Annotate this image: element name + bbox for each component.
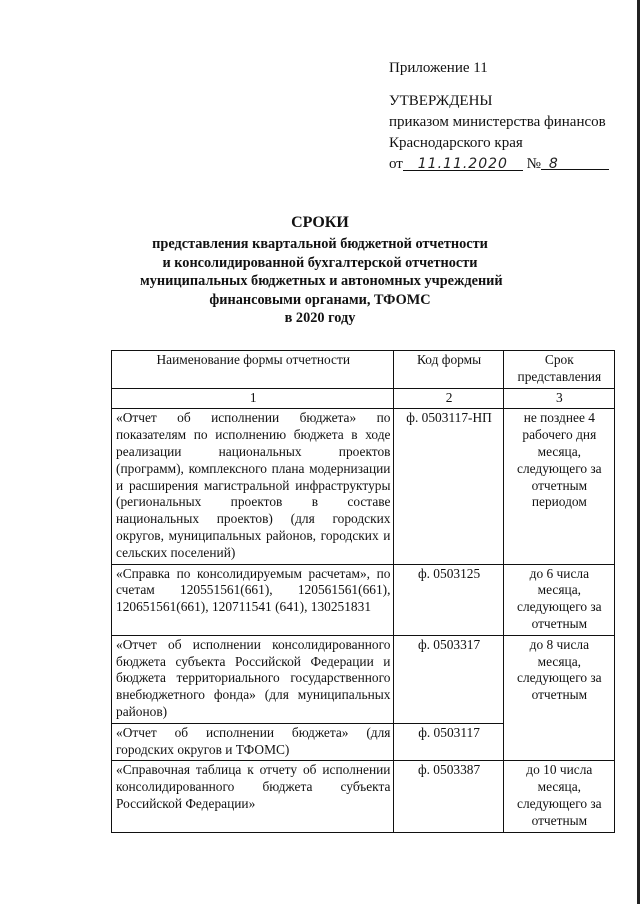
document-title [140,213,503,328]
number-field [541,154,609,170]
table-row [112,409,615,564]
title-line-5: в 2020 году [284,310,356,327]
form-code-cell: ф. 0503317 [394,635,503,723]
table-row [112,761,615,832]
header-deadline: Срок представления [503,351,614,389]
form-code-cell: ф. 0503117-НП [394,409,503,564]
appendix-label: Приложение 11 [389,60,488,76]
order-line-2: Краснодарского края [389,135,523,151]
date-field [403,154,523,171]
title-line-2: и консолидированной бухгалтерской отчетности [162,254,478,271]
header-form-code: Код формы [394,351,503,389]
form-name-cell: «Отчет об исполнении бюджета» (для городских округов и ТФОМС) [112,723,394,761]
order-date-number [389,154,609,175]
form-name-cell: «Отчет об исполнении бюджета» по показателям по исполнению бюджета в ходе реализации национальных проектов (программ), комплексного плана модернизации и расширения магистральной инфраструктуры (региональных проектов в составе национальных проектов) (для городских округов, муниципальных районов, городских и сельских поселений) [112,409,394,564]
table-row [112,635,615,723]
title-line-4: финансовыми органами, ТФОМС [209,291,431,308]
title-line-3: муниципальных бюджетных и автономных учреждений [140,273,503,290]
from-prefix: от [389,156,403,172]
reporting-schedule-table [111,350,615,833]
table-header-row [112,351,615,389]
approval-block [389,58,488,79]
form-name-cell: «Отчет об исполнении консолидированного бюджета субъекта Российской Федерации и бюджета территориального государственного внебюджетного фонда» (для муниципальных районов) [112,635,394,723]
deadline-cell: до 6 числа месяца, следующего за отчетным [503,564,614,635]
title-main: СРОКИ [291,214,349,231]
deadline-cell: до 8 числа месяца, следующего за отчетным [503,635,614,761]
table-row [112,564,615,635]
approval-stamp [389,91,609,175]
form-code-cell: ф. 0503387 [394,761,503,832]
column-number-1: 1 [112,388,394,409]
form-name-cell: «Справочная таблица к отчету об исполнении консолидированного бюджета субъекта Российской Федерации» [112,761,394,832]
deadline-cell: не позднее 4 рабочего дня месяца, следующего за отчетным периодом [503,409,614,564]
form-name-cell: «Справка по консолидируемым расчетам», по счетам 120551561(661), 120561561(661), 120651561(661), 120711541 (641), 130251831 [112,564,394,635]
column-number-3: 3 [503,388,614,409]
form-code-cell: ф. 0503125 [394,564,503,635]
form-code-cell: ф. 0503117 [394,723,503,761]
deadline-cell: до 10 числа месяца, следующего за отчетным [503,761,614,832]
column-number-2: 2 [394,388,503,409]
table-column-numbers [112,388,615,409]
header-form-name: Наименование формы отчетности [112,351,394,389]
number-sign: № [526,156,541,172]
title-line-1: представления квартальной бюджетной отчетности [152,236,488,252]
handwritten-date: 11.11.2020 [417,156,508,172]
handwritten-number: 8 [548,156,559,172]
approved-heading: УТВЕРЖДЕНЫ [389,93,493,109]
order-line-1: приказом министерства финансов [389,114,606,130]
